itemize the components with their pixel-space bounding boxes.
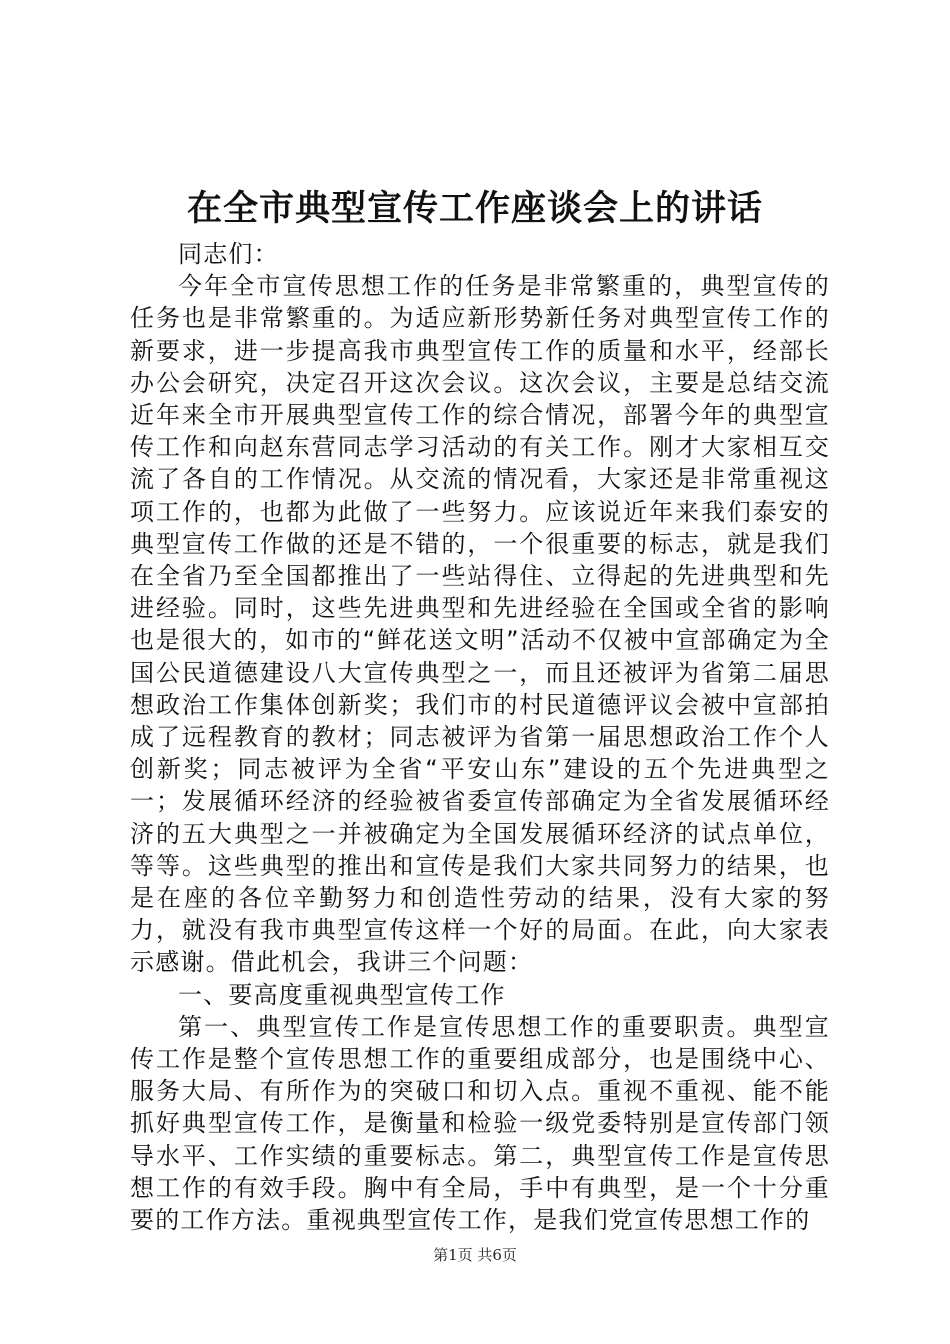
page-number-footer: 第1页 共6页 xyxy=(433,1246,517,1264)
document-body xyxy=(130,238,830,1236)
paragraph-section-1: 第一、典型宣传工作是宣传思想工作的重要职责。典型宣传工作是整个宣传思想工作的重要组成部分，也是围绕中心、服务大局、有所作为的突破口和切入点。重视不重视、能不能抓好典型宣传工作，是衡量和检验一级党委特别是宣传部门领导水平、工作实绩的重要标志。第二，典型宣传工作是宣传思想工作的有效手段。胸中有全局，手中有典型，是一个十分重要的工作方法。重视典型宣传工作，是我们党宣传思想工作的 xyxy=(130,1012,830,1235)
paragraph-intro: 今年全市宣传思想工作的任务是非常繁重的，典型宣传的任务也是非常繁重的。为适应新形势新任务对典型宣传工作的新要求，进一步提高我市典型宣传工作的质量和水平，经部长办公会研究，决定召开这次会议。这次会议，主要是总结交流近年来全市开展典型宣传工作的综合情况，部署今年的典型宣传工作和向赵东营同志学习活动的有关工作。刚才大家相互交流了各自的工作情况。从交流的情况看，大家还是非常重视这项工作的，也都为此做了一些努力。应该说近年来我们泰安的典型宣传工作做的还是不错的，一个很重要的标志，就是我们在全省乃至全国都推出了一些站得住、立得起的先进典型和先进经验。同时，这些先进典型和先进经验在全国或全省的影响也是很大的，如市的“鲜花送文明”活动不仅被中宣部确定为全国公民道德建设八大宣传典型之一，而且还被评为省第二届思想政治工作集体创新奖；我们市的村民道德评议会被中宣部拍成了远程教育的教材；同志被评为省第一届思想政治工作个人创新奖；同志被评为全省“平安山东”建设的五个先进典型之一；发展循环经济的经验被省委宣传部确定为全省发展循环经济的五大典型之一并被确定为全国发展循环经济的试点单位，等等。这些典型的推出和宣传是我们大家共同努力的结果，也是在座的各位辛勤努力和创造性劳动的结果，没有大家的努力，就没有我市典型宣传这样一个好的局面。在此，向大家表示感谢。借此机会，我讲三个问题： xyxy=(130,272,830,977)
salutation: 同志们： xyxy=(178,240,279,268)
section-heading-1: 一、要高度重视典型宣传工作 xyxy=(178,980,506,1009)
page-title: 在全市典型宣传工作座谈会上的讲话 xyxy=(186,188,763,229)
